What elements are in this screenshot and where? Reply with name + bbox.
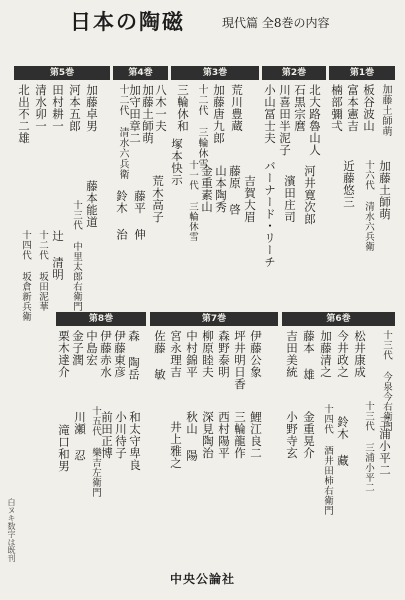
author-name: 田村耕一 (51, 84, 65, 132)
author-name: 川瀬 忍 (73, 411, 87, 462)
header (70, 6, 370, 34)
author-name: 西村陽平 (217, 411, 231, 459)
author-name: 十二代 三輪休雪 (196, 84, 207, 169)
author-name: 加藤卓男 (85, 84, 99, 132)
author-name: 十六代 清水六兵衛 (363, 160, 374, 252)
author-name: 井上雅之 (169, 421, 183, 469)
author-name: 十三代 三浦小平二 (363, 401, 374, 493)
author-name: 柳原睦夫 (201, 330, 215, 378)
author-name: 加藤土師萌 (141, 84, 155, 144)
author-name: 金重晃介 (302, 411, 316, 459)
author-name: 滝口和男 (57, 424, 71, 472)
volume-label: 第1巻 (329, 66, 395, 80)
author-name: 吉田美統 (285, 330, 299, 378)
author-name: 塚本快示 (170, 138, 184, 186)
author-name: 鈴木 藏 (336, 416, 350, 467)
author-name: 佐藤 敏 (153, 330, 167, 381)
author-name: 伊藤公象 (249, 330, 263, 378)
author-name: 清水卯一 (34, 84, 48, 132)
author-name: 十四代 坂倉新兵衛 (20, 230, 31, 322)
volume-label: 第5巻 (14, 66, 110, 80)
volume-3-panel (171, 66, 259, 311)
volume-4-panel (113, 66, 168, 311)
volume-label: 第4巻 (113, 66, 168, 80)
page-subtitle: 現代篇 全8巻の内容 (222, 16, 330, 30)
author-name: 三輪休和 (176, 84, 190, 132)
author-name: 北大路魯山人 (308, 84, 322, 156)
author-name: 藤原 啓 (228, 165, 242, 216)
volume-7-panel (150, 312, 278, 537)
author-name: 山本陶秀 (214, 165, 228, 213)
author-name: 宮永理吉 (169, 330, 183, 378)
author-name: 十四代 酒井田柿右衛門 (322, 404, 333, 516)
author-name: 松井康成 (353, 330, 367, 378)
volume-label: 第8巻 (56, 312, 146, 326)
author-name: 中村錦平 (185, 330, 199, 378)
author-name: 和太守卑良 (128, 411, 142, 471)
volume-8-panel (56, 312, 146, 537)
author-name: 加藤唐九郎 (212, 84, 226, 144)
author-name: 栗木達介 (57, 330, 71, 378)
author-name: 加藤土師萌 (380, 84, 391, 137)
author-name: 辻 清明 (51, 230, 65, 281)
author-name: 藤平 伸 (133, 190, 147, 241)
publisher-name: 中央公論社 (169, 572, 235, 586)
volume-1-panel (329, 66, 395, 311)
author-name: 金子潤 (71, 330, 85, 366)
author-name: 十二代 坂田泥華 (37, 230, 48, 312)
author-name: 河井寛次郎 (303, 165, 317, 225)
author-name: 小山冨士夫 (263, 84, 277, 144)
author-name: 三輪龍作 (233, 411, 247, 459)
author-name: 荒川豊蔵 (230, 84, 244, 132)
volume-label: 第2巻 (262, 66, 326, 80)
author-name: 河本五郎 (68, 84, 82, 132)
author-name: 三浦小平二 (378, 416, 392, 476)
author-name: 鈴木 治 (115, 190, 129, 241)
author-name: 濱田庄司 (283, 175, 297, 223)
volume-2-panel (262, 66, 326, 311)
author-name: 藤本 雄 (302, 330, 316, 381)
author-name: 荒木高子 (151, 175, 165, 223)
author-name: 小川待子 (114, 411, 128, 459)
volume-6-panel (282, 312, 395, 537)
author-name: 金重素山 (200, 165, 214, 213)
author-name: 加守田章二 (128, 84, 142, 144)
author-name: 伊藤赤水 (99, 330, 113, 378)
footnote: 白ヌキ数字は既刊 (7, 498, 16, 562)
author-name: 十一代 三輪休雪 (187, 160, 198, 242)
author-name: 川喜田半泥子 (278, 84, 292, 156)
author-name: 十三代 今泉今右衛門 (381, 330, 392, 432)
page-title: 日本の陶磁 (70, 9, 185, 34)
author-name: 鯉江良二 (249, 411, 263, 459)
author-name: 前田正博 (100, 411, 114, 459)
author-name: 八木一夫 (154, 84, 168, 132)
author-name: 十五代 樂吉左衛門 (90, 406, 101, 498)
volume-label: 第3巻 (171, 66, 259, 80)
author-name: 藤本能道 (85, 180, 99, 228)
author-name: 加藤清之 (319, 330, 333, 378)
author-name: 森 陶岳 (127, 330, 141, 381)
author-name: 中島宏 (85, 330, 99, 366)
author-name: 森野泰明 (217, 330, 231, 378)
author-name: 板谷波山 (362, 84, 376, 132)
author-name: 楠部彌弌 (330, 84, 344, 132)
author-name: 坪井明日香 (233, 330, 247, 390)
author-name: 加藤土師萌 (378, 160, 392, 220)
author-name: バーナード・リーチ (263, 160, 277, 268)
author-name: 深見陶治 (201, 411, 215, 459)
author-name: 北出不二雄 (17, 84, 31, 144)
author-name: 石黒宗麿 (293, 84, 307, 132)
author-name: 十二代 清水六兵衛 (117, 84, 128, 180)
volume-label: 第7巻 (150, 312, 278, 326)
author-name: 富本憲吉 (346, 84, 360, 132)
author-name: 小野寺玄 (285, 411, 299, 459)
author-name: 今井政之 (336, 330, 350, 378)
author-name: 伊藤東彦 (113, 330, 127, 378)
volume-label: 第6巻 (282, 312, 395, 326)
author-name: 近藤悠三 (342, 160, 356, 208)
author-name: 十三代 中里太郎右衛門 (71, 200, 82, 312)
author-name: 吉賀大眉 (243, 175, 257, 223)
author-name: 秋山 陽 (185, 411, 199, 462)
